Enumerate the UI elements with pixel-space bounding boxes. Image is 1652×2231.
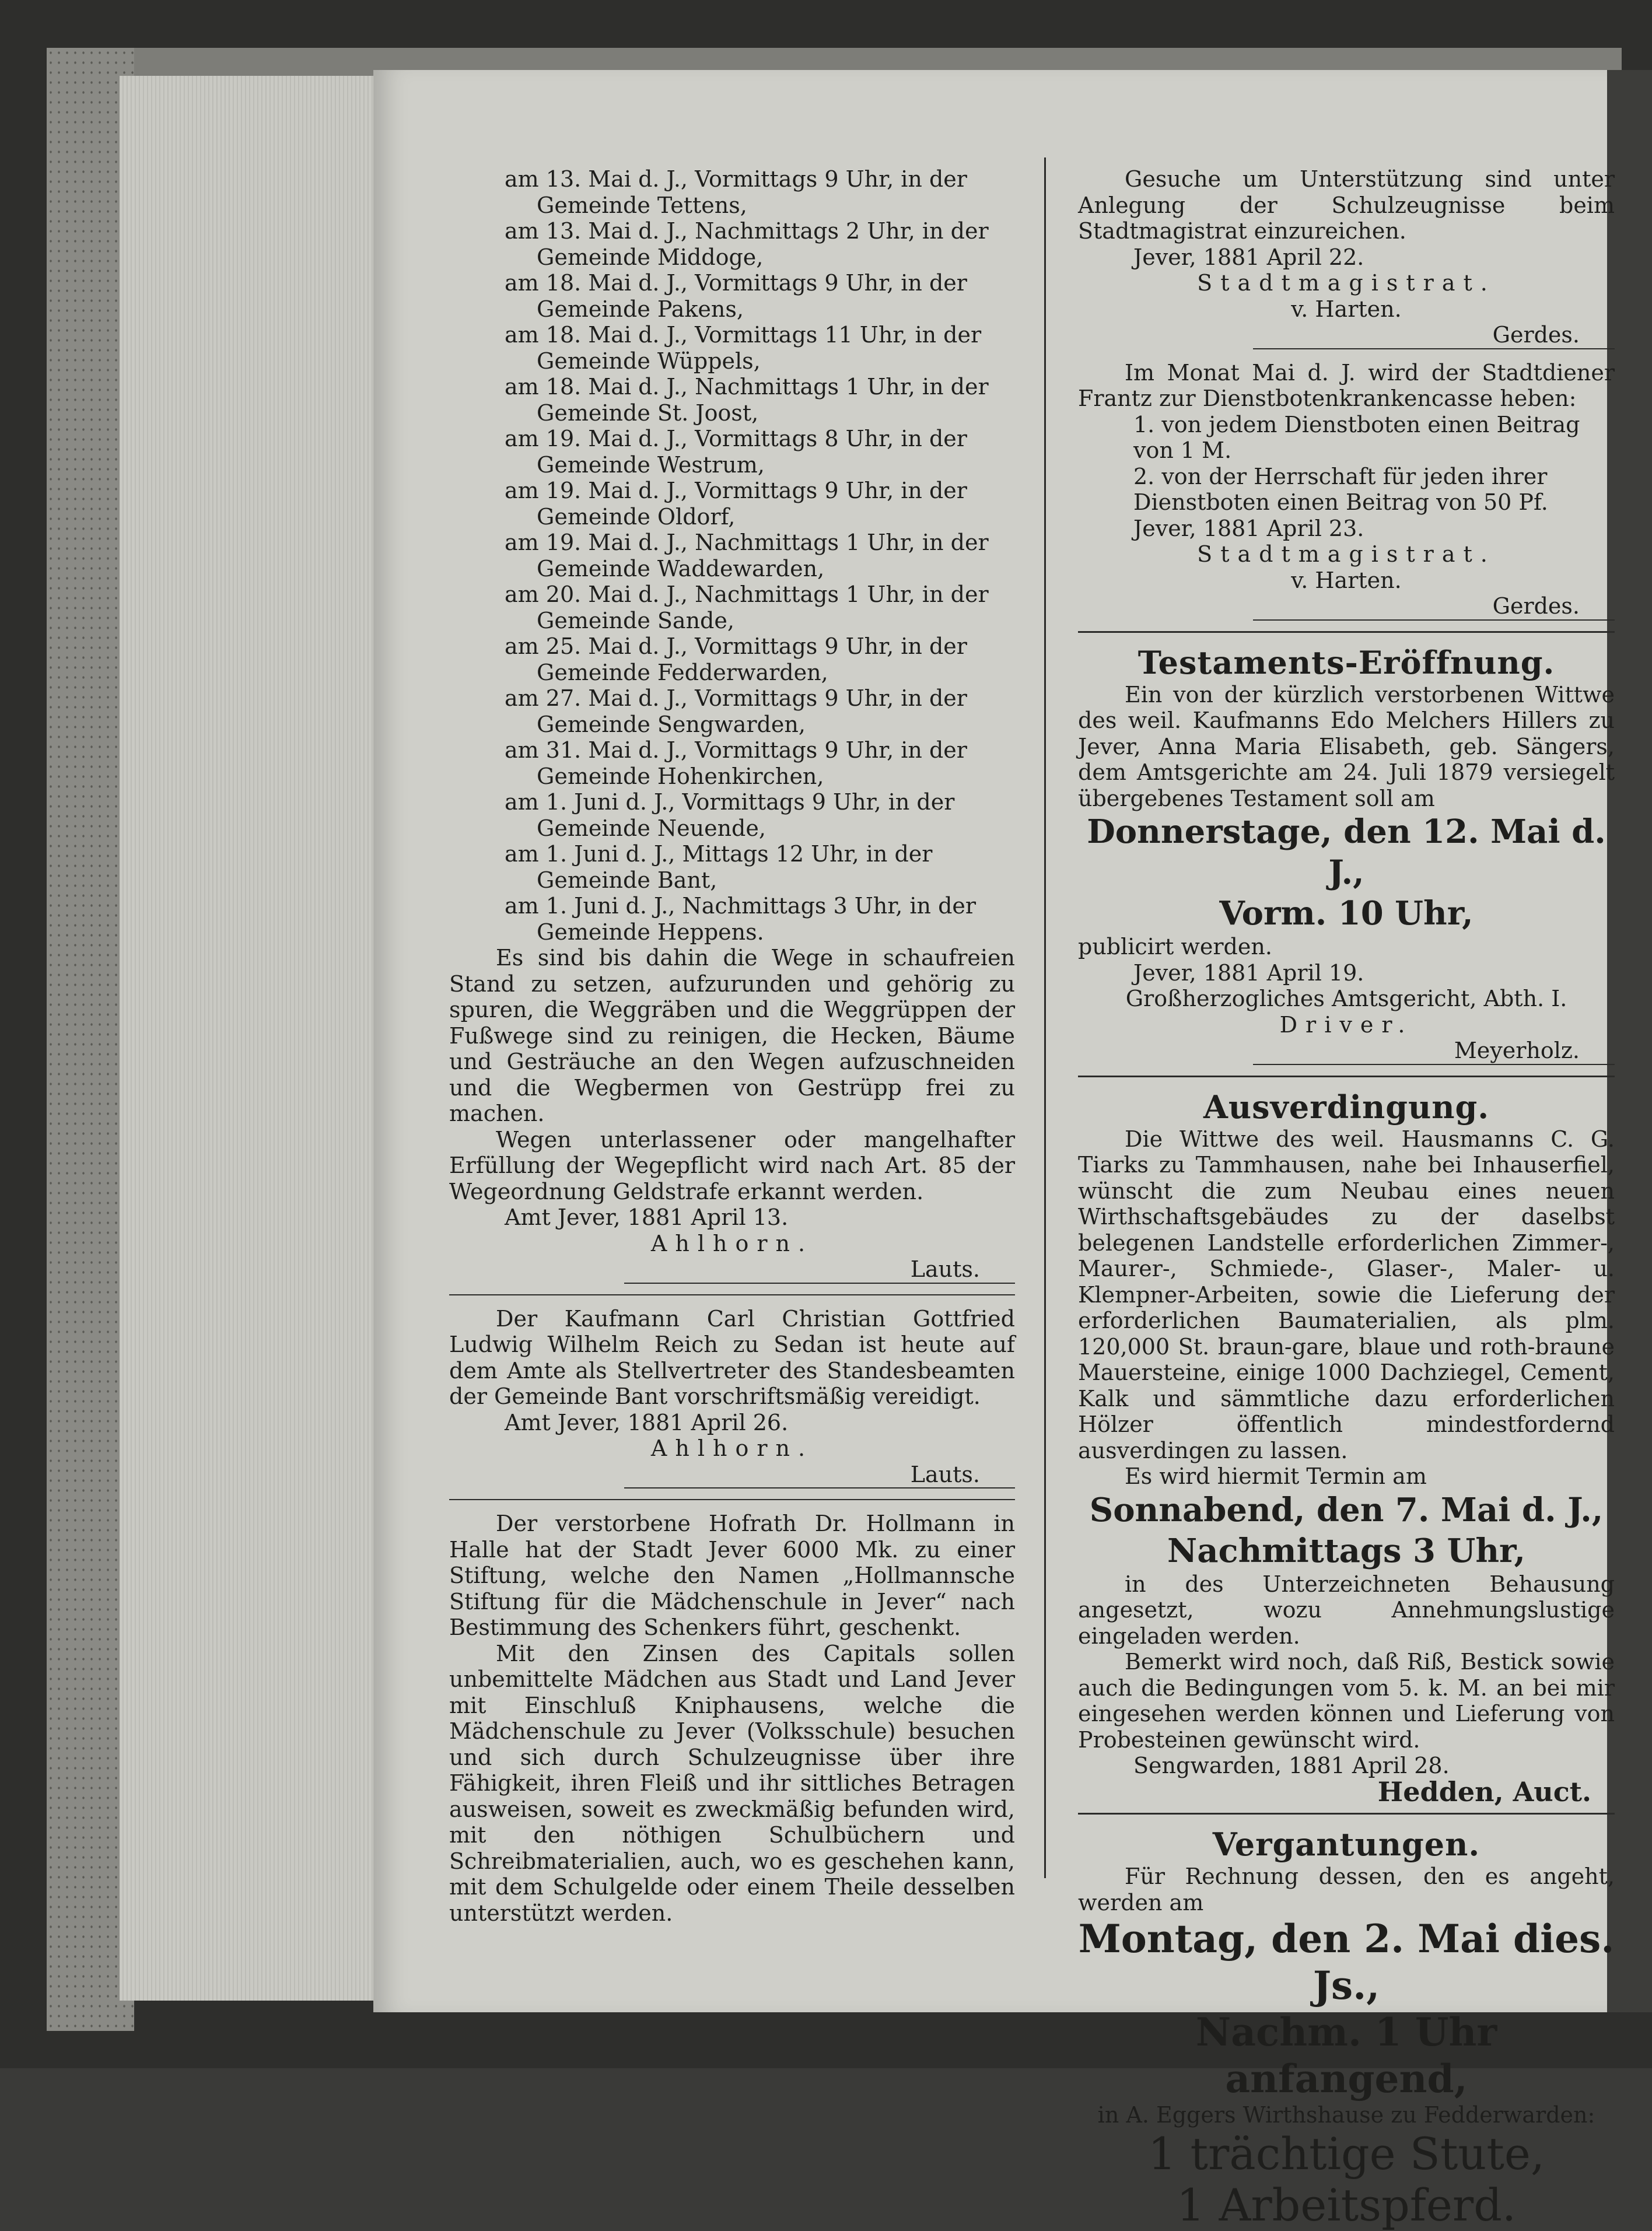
tender-location: in des Unterzeichneten Behausung angesetzt, wozu Annehmungslustige eingeladen werden. (1078, 1571, 1615, 1649)
schedule-place: Gemeinde Neuende, (537, 815, 766, 841)
signature-secondary: Gerdes. (1253, 322, 1615, 349)
testament-time: Vorm. 10 Uhr, (1219, 894, 1474, 933)
schedule-line: am 19. Mai d. J., Vormittags 8 Uhr, in der (505, 426, 967, 451)
schedule-place: Gemeinde Westrum, (537, 451, 765, 478)
schedule-line: am 18. Mai d. J., Nachmittags 1 Uhr, in der (505, 374, 989, 400)
road-schedule (449, 166, 1015, 945)
schedule-place: Gemeinde Heppens. (537, 919, 764, 945)
schedule-line: am 1. Juni d. J., Mittags 12 Uhr, in der (505, 841, 933, 867)
tender-heading: Ausverdingung. (1203, 1088, 1490, 1126)
testament-publicised: publicirt werden. (1078, 934, 1272, 959)
left-column (449, 166, 1015, 1926)
schedule-place: Gemeinde Pakens, (537, 296, 744, 322)
schedule-line: am 27. Mai d. J., Vormittags 9 Uhr, in der (505, 685, 967, 711)
tender-time: Nachmittags 3 Uhr, (1167, 1531, 1525, 1570)
schedule-line: am 25. Mai d. J., Vormittags 9 Uhr, in der (505, 633, 967, 659)
tender-term: Es wird hiermit Termin am (1125, 1463, 1427, 1489)
schedule-place: Gemeinde Oldorf, (537, 503, 736, 530)
schedule-place: Gemeinde Tettens, (537, 192, 747, 218)
foundation-notice: Der verstorbene Hofrath Dr. Hollmann in Halle hat der Stadt Jever 6000 Mk. zu einer Stiftung, welche den Namen „Hollmannsche Stiftung für die Mädchenschule in Jever“ nach Bestimmung des Schenkers führt, geschenkt. (449, 1511, 1015, 1640)
court-name: Großherzogliches Amtsgericht, Abth. I. (1125, 986, 1567, 1011)
page-edges (120, 76, 376, 2001)
signature-secondary: Lauts. (624, 1256, 1015, 1284)
notice-date: Jever, 1881 April 22. (1133, 244, 1364, 270)
list-item: 2. von der Herrschaft für jeden ihrer Dienstboten einen Beitrag von 50 Pf. (1133, 463, 1548, 515)
testament-date: Donnerstage, den 12. Mai d. J., (1087, 812, 1606, 892)
schedule-line: am 13. Mai d. J., Vormittags 9 Uhr, in der (505, 166, 967, 192)
auction-item: 1 trächtige Stute, (1147, 2127, 1545, 2180)
penalty-paragraph: Wegen unterlassener oder mangelhafter Erfüllung der Wegepflicht wird nach Art. 85 der Wegeordnung Geldstrafe erkannt werden. (449, 1126, 1015, 1204)
tender-date: Sonnabend, den 7. Mai d. J., (1089, 1490, 1604, 1529)
schedule-line: am 18. Mai d. J., Vormittags 11 Uhr, in der (505, 322, 982, 348)
auction-intro: Für Rechnung dessen, den es angeht, werden am (1078, 1864, 1615, 1915)
schedule-line: am 20. Mai d. J., Nachmittags 1 Uhr, in der (505, 582, 989, 607)
tender-remark: Bemerkt wird noch, daß Riß, Bestick sowie auch die Bedingungen vom 5. k. M. an bei mir eingesehen werden können und Lieferung von Probesteinen gewünscht wird. (1078, 1649, 1615, 1753)
road-paragraph: Es sind bis dahin die Wege in schaufreien Stand zu setzen, aufzurunden und gehörig zu spuren, die Weggräben und die Weggrüppen der Fußwege sind zu reinigen, die Hecken, Bäume und Gesträuche an den Wegen aufzuschneiden und die Wegbermen von Gestrüpp frei zu machen. (449, 945, 1015, 1126)
signature-name: v. Harten. (1291, 567, 1402, 593)
foundation-details: Mit den Zinsen des Capitals sollen unbemittelte Mädchen aus Stadt und Land Jever mit Einschluß Kniphausens, welche die Mädchenschule zu Jever (Volksschule) besuchen und sich durch Schulzeugnisse über ihre Fähigkeit, ihren Fleiß und ihr sittliches Betragen ausweisen, soweit es zweckmäßig befunden wird, mit den nöthigen Schulbüchern und Schreibmaterialien, auch, wo es geschehen kann, mit dem Schulgelde oder einem Theile desselben unterstützt werden. (449, 1640, 1015, 1926)
auction-heading: Vergantungen. (1212, 1826, 1480, 1863)
oath-notice: Der Kaufmann Carl Christian Gottfried Ludwig Wilhelm Reich zu Sedan ist heute auf dem Amte als Stellvertreter des Standesbeamten der Gemeinde Bant vorschriftsmäßig vereidigt. (449, 1305, 1015, 1409)
servant-fund-notice: Im Monat Mai d. J. wird der Stadtdiener Frantz zur Dienstbotenkrankencasse heben: (1078, 359, 1615, 411)
testament-text: Ein von der kürzlich verstorbenen Wittwe des weil. Kaufmanns Edo Melchers Hillers zu Jever, Anna Maria Elisabeth, geb. Sängers, dem Amtsgerichte am 24. Juli 1879 versiegelt übergebenes Testament soll am (1078, 681, 1615, 811)
schedule-place: Gemeinde Sengwarden, (537, 711, 806, 737)
separator (1078, 1813, 1615, 1815)
tender-text: Die Wittwe des weil. Hausmanns C. G. Tiarks zu Tammhausen, nahe bei Inhauserfiel, wünscht die zum Neubau eines neuen Wirthschaftsgebäudes zu der daselbst belegenen Landstelle erforderlichen Zimmer-, Maurer-, Schmiede-, Glaser-, Maler- u. Klempner-Arbeiten, sowie die Lieferung der erforderlichen Baumaterialien, als plm. 120,000 St. braun-gare, blaue und roth-braune Mauersteine, einige 1000 Dachziegel, Cement, Kalk und sämmtliche dazu erforderlichen Hölzer öffentlich mindestfordernd ausverdingen zu lassen. (1078, 1126, 1615, 1463)
separator (1078, 1076, 1615, 1077)
schedule-place: Gemeinde Fedderwarden, (537, 659, 828, 685)
signature: Ahlhorn. (650, 1230, 814, 1256)
schedule-place: Gemeinde Sande, (537, 607, 734, 633)
notice-date: Jever, 1881 April 23. (1133, 515, 1364, 541)
schedule-place: Gemeinde Wüppels, (537, 348, 761, 374)
schedule-place: Gemeinde St. Joost, (537, 400, 759, 426)
schedule-line: am 1. Juni d. J., Vormittags 9 Uhr, in der (505, 789, 955, 815)
schedule-line: am 18. Mai d. J., Vormittags 9 Uhr, in der (505, 270, 967, 296)
notice-date: Amt Jever, 1881 April 26. (505, 1409, 789, 1435)
notice-date: Jever, 1881 April 19. (1133, 959, 1364, 986)
auction-location: in A. Eggers Wirthshause zu Fedderwarden: (1097, 2102, 1595, 2128)
separator (449, 1499, 1015, 1500)
auctioneer-signature: Hedden, Auct. (1377, 1775, 1591, 1808)
right-column (1078, 166, 1615, 2231)
separator (1078, 631, 1615, 633)
schedule-line: am 13. Mai d. J., Nachmittags 2 Uhr, in der (505, 218, 989, 244)
notice-date: Sengwarden, 1881 April 28. (1133, 1753, 1450, 1778)
schedule-place: Gemeinde Waddewarden, (537, 555, 825, 582)
auction-item: 1 Arbeitspferd. (1176, 2179, 1517, 2231)
schedule-line: am 31. Mai d. J., Vormittags 9 Uhr, in der (505, 737, 967, 763)
schedule-place: Gemeinde Bant, (537, 867, 718, 893)
signature: Stadtmagistrat. (1197, 541, 1496, 567)
auction-date: Montag, den 2. Mai dies. Js., (1078, 1916, 1615, 2008)
schedule-place: Gemeinde Middoge, (537, 244, 764, 270)
signature: Ahlhorn. (650, 1435, 814, 1461)
signature: Driver. (1279, 1011, 1413, 1038)
testament-heading: Testaments-Eröffnung. (1138, 643, 1555, 681)
auction-time: Nachm. 1 Uhr anfangend, (1195, 2009, 1497, 2102)
signature-secondary: Gerdes. (1253, 593, 1615, 621)
signature-secondary: Lauts. (624, 1462, 1015, 1489)
support-application: Gesuche um Unterstützung sind unter Anlegung der Schulzeugnisse beim Stadtmagistrat einzureichen. (1078, 166, 1615, 244)
signature: Stadtmagistrat. (1197, 270, 1496, 296)
list-item: 1. von jedem Dienstboten einen Beitrag von 1 M. (1133, 411, 1580, 463)
schedule-line: am 1. Juni d. J., Nachmittags 3 Uhr, in der (505, 893, 977, 919)
separator (449, 1294, 1015, 1295)
column-divider (1044, 157, 1046, 1878)
signature-secondary: Meyerholz. (1253, 1038, 1615, 1065)
schedule-line: am 19. Mai d. J., Vormittags 9 Uhr, in der (505, 478, 967, 503)
notice-date: Amt Jever, 1881 April 13. (505, 1204, 789, 1230)
schedule-line: am 19. Mai d. J., Nachmittags 1 Uhr, in der (505, 530, 989, 555)
signature-name: v. Harten. (1291, 296, 1402, 322)
schedule-place: Gemeinde Hohenkirchen, (537, 763, 824, 789)
